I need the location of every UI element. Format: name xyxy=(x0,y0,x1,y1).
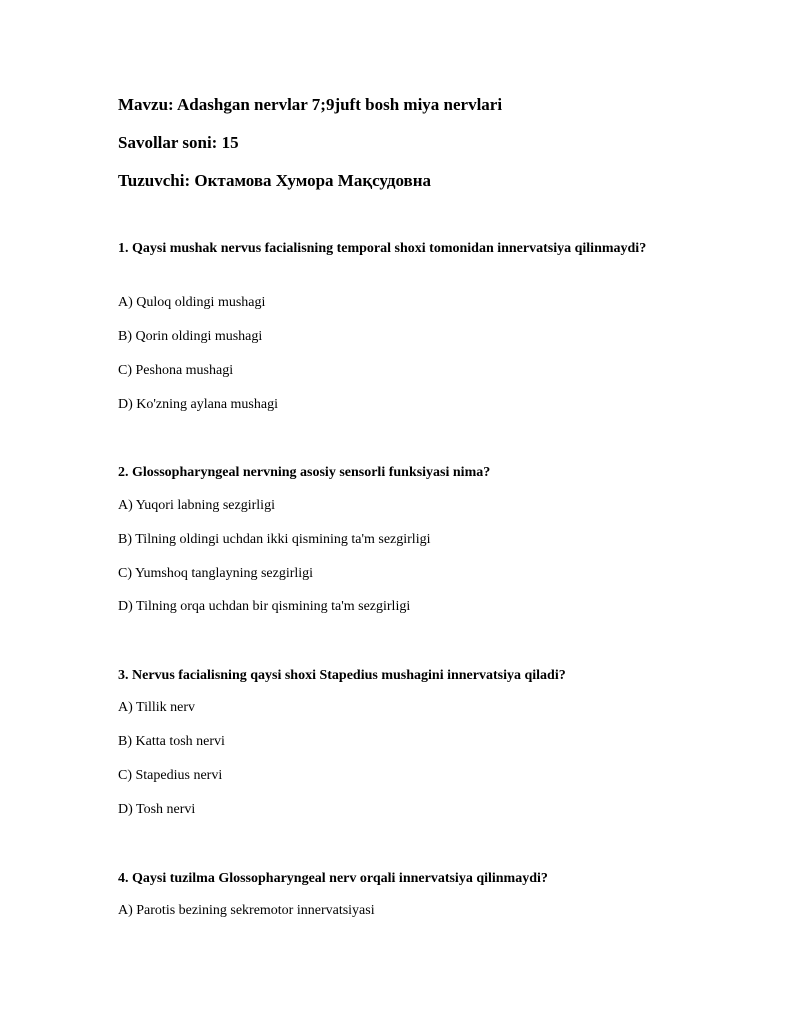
question-2-option-c: C) Yumshoq tanglayning sezgirligi xyxy=(118,566,314,581)
question-3-option-b: B) Katta tosh nervi xyxy=(118,734,225,749)
topic-heading: Mavzu: Adashgan nervlar 7;9juft bosh miya nervlari xyxy=(118,95,503,114)
question-1-option-c: C) Peshona mushagi xyxy=(118,363,234,378)
question-3-option-d: D) Tosh nervi xyxy=(118,802,196,817)
question-2-title: 2. Glossopharyngeal nervning asosiy sensorli funksiyasi nima? xyxy=(118,465,491,480)
question-4-option-a: A) Parotis bezining sekremotor innervatsiyasi xyxy=(118,903,375,918)
question-3-title: 3. Nervus facialisning qaysi shoxi Stapedius mushagini innervatsiya qiladi? xyxy=(118,668,566,683)
question-count: Savollar soni: 15 xyxy=(118,133,239,152)
question-2-option-d: D) Tilning orqa uchdan bir qismining ta'm sezgirligi xyxy=(118,599,411,614)
question-3-option-a: A) Tillik nerv xyxy=(118,700,196,715)
question-2-option-b: B) Tilning oldingi uchdan ikki qismining ta'm sezgirligi xyxy=(118,532,431,547)
question-1-title: 1. Qaysi mushak nervus facialisning temporal shoxi tomonidan innervatsiya qilinmaydi? xyxy=(118,241,647,256)
question-1-option-a: A) Quloq oldingi mushagi xyxy=(118,295,266,310)
question-3-option-c: C) Stapedius nervi xyxy=(118,768,223,783)
question-1-option-d: D) Ko'zning aylana mushagi xyxy=(118,397,278,412)
question-1-option-b: B) Qorin oldingi mushagi xyxy=(118,329,263,344)
question-4-title: 4. Qaysi tuzilma Glossopharyngeal nerv orqali innervatsiya qilinmaydi? xyxy=(118,871,548,886)
question-2-option-a: A) Yuqori labning sezgirligi xyxy=(118,498,275,513)
author-line: Tuzuvchi: Октамова Хумора Мақсудовна xyxy=(118,171,432,190)
